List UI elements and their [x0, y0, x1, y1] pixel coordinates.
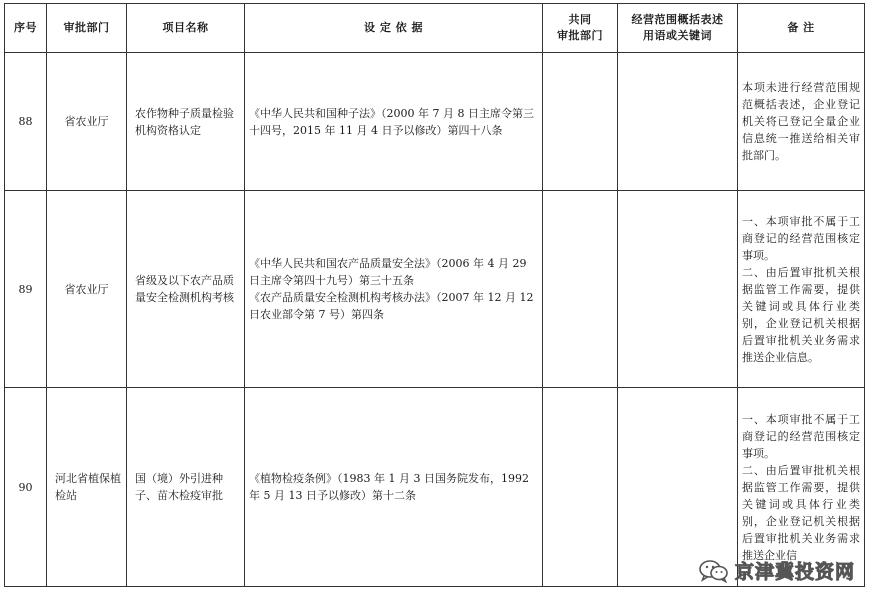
row-basis-line: 《中华人民共和国农产品质量安全法》（2006 年 4 月 29 日主席令第四十九号）第三十五条 — [249, 257, 527, 287]
wechat-icon — [699, 559, 729, 583]
row-note: 本项未进行经营范围规范概括表述，企业登记机关将已登记全量企业信息统一推送给相关审批部门。 — [738, 53, 865, 191]
header-joint — [543, 4, 618, 53]
row-note-line: 二、由后置审批机关根据监管工作需要，提供关键词或具体行业类别，企业登记机关根据后置审批机关业务需求推送企业信 — [742, 463, 860, 562]
header-name: 项目名称 — [127, 4, 245, 53]
approval-table — [4, 3, 865, 587]
header-scope — [618, 4, 738, 53]
watermark — [699, 557, 855, 584]
header-joint-line1: 共同 — [568, 13, 592, 26]
header-scope-line1: 经营范围概括表述 — [631, 13, 724, 26]
watermark-text: 京津冀投资网 — [734, 561, 855, 583]
row-joint — [543, 388, 618, 587]
header-basis: 设 定 依 据 — [245, 4, 543, 53]
row-basis — [245, 191, 543, 388]
row-name: 省级及以下农产品质量安全检测机构考核 — [127, 191, 245, 388]
row-scope — [618, 191, 738, 388]
row-dept: 省农业厅 — [47, 191, 127, 388]
row-seq: 90 — [5, 388, 47, 587]
row-seq: 88 — [5, 53, 47, 191]
row-note-line: 一、本项审批不属于工商登记的经营范围核定事项。 — [742, 214, 860, 262]
header-scope-line2: 用语或关键词 — [643, 29, 712, 42]
table-row — [5, 191, 865, 388]
header-note: 备 注 — [738, 4, 865, 53]
row-note — [738, 191, 865, 388]
header-seq: 序号 — [5, 4, 47, 53]
row-note-line: 二、由后置审批机关根据监管工作需要，提供关键词或具体行业类别，企业登记机关根据后置审批机关业务需求推送企业信息。 — [742, 265, 860, 364]
row-name: 国（境）外引进种子、苗木检疫审批 — [127, 388, 245, 587]
row-name: 农作物种子质量检验机构资格认定 — [127, 53, 245, 191]
row-dept: 河北省植保植检站 — [47, 388, 127, 587]
row-scope — [618, 53, 738, 191]
header-joint-line2: 审批部门 — [557, 29, 603, 42]
header-row — [5, 4, 865, 53]
table-row — [5, 53, 865, 191]
row-note-line: 一、本项审批不属于工商登记的经营范围核定事项。 — [742, 412, 860, 460]
row-seq: 89 — [5, 191, 47, 388]
row-joint — [543, 191, 618, 388]
row-joint — [543, 53, 618, 191]
row-basis: 《植物检疫条例》（1983 年 1 月 3 日国务院发布，1992 年 5 月 13 日予以修改）第十二条 — [245, 388, 543, 587]
header-dept: 审批部门 — [47, 4, 127, 53]
row-basis-line: 《农产品质量安全检测机构考核办法》（2007 年 12 月 12 日农业部令第 7 号）第四条 — [249, 291, 534, 321]
row-dept: 省农业厅 — [47, 53, 127, 191]
row-basis: 《中华人民共和国种子法》（2000 年 7 月 8 日主席令第三十四号，2015 年 11 月 4 日予以修改）第四十八条 — [245, 53, 543, 191]
